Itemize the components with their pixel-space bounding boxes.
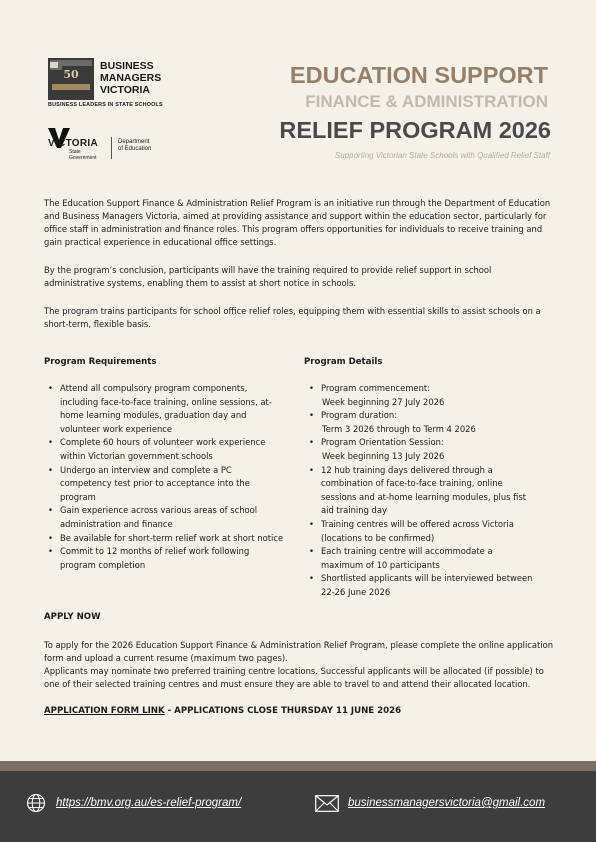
bmv-name-line: BUSINESS: [100, 60, 154, 72]
list-item: • Gain experience across various areas of school administration and finance: [44, 504, 284, 531]
list-item: • Each training centre will accommodate a maximum of 10 participants: [305, 545, 537, 572]
list-item: [305, 436, 537, 463]
bmv-logo: [48, 58, 170, 110]
footer-band: [0, 761, 596, 771]
title-line-2: FINANCE & ADMINISTRATION: [305, 92, 548, 111]
detail-sub: Term 3 2026 through to Term 4 2026: [322, 423, 476, 434]
title-line-3: RELIEF PROGRAM 2026: [279, 117, 551, 143]
apply-paragraph: [44, 639, 554, 691]
application-form-link[interactable]: APPLICATION FORM LINK: [44, 706, 165, 716]
vic-wordmark: VICTORIA: [48, 138, 98, 149]
detail-sub: Week beginning 13 July 2026: [322, 450, 445, 461]
details-list: [305, 382, 537, 600]
bmv-tagline: BUSINESS LEADERS IN STATE SCHOOLS: [48, 102, 163, 108]
close-date-text: - APPLICATIONS CLOSE THURSDAY 11 JUNE 2026: [164, 706, 402, 716]
list-item: • Shortlisted applicants will be interviewed between 22-26 June 2026: [305, 572, 537, 599]
vic-gov-logo: [48, 128, 168, 160]
vic-sub: [69, 150, 97, 161]
vic-sub-line: Government: [69, 154, 97, 161]
bmv-name: [100, 60, 161, 96]
vic-dept-line: of Education: [118, 146, 152, 152]
list-item: • Undergo an interview and complete a PC competency test prior to acceptance into the program: [44, 464, 284, 505]
vic-dept: [118, 139, 151, 153]
bmv-name-line: MANAGERS: [100, 72, 162, 84]
badge-number: 50: [63, 68, 79, 81]
vic-sub-line: State: [69, 149, 81, 155]
title-line-1: EDUCATION SUPPORT: [289, 62, 548, 88]
badge-band: [52, 84, 90, 90]
requirements-list: [44, 382, 284, 572]
list-item: • Commit to 12 months of relief work following program completion: [44, 545, 284, 572]
requirements-heading: Program Requirements: [44, 357, 157, 367]
list-item: • Attend all compulsory program components, including face-to-face training, online sessions, at-home learning modules, graduation day and volunteer work experience: [44, 382, 284, 436]
list-item: • Be available for short-term relief work at short notice: [44, 532, 284, 546]
detail-main: Program duration:: [321, 410, 398, 421]
apply-heading: APPLY NOW: [44, 612, 101, 622]
list-item: • Training centres will be offered across Victoria (locations to be confirmed): [305, 518, 537, 545]
list-item: [305, 409, 537, 436]
detail-main: Program commencement:: [321, 383, 430, 393]
logo-divider: [111, 137, 112, 159]
list-item: • 12 hub training days delivered through a combination of face-to-face training, online sessions and at-home learning modules, plus fist aid training day: [305, 464, 537, 518]
application-link-line: [44, 706, 401, 716]
intro-paragraph-2: By the program’s conclusion, participants will have the training required to provide relief support in school administrative systems, enabling them to assist at short notice in schools.: [44, 265, 492, 288]
intro-paragraph-3: The program trains participants for school office relief roles, equipping them with essential skills to assist schools on a short-term, flexible basis.: [44, 306, 541, 329]
email-link[interactable]: businessmanagersvictoria@gmail.com: [348, 797, 546, 809]
vic-dept-line: Department: [118, 139, 150, 145]
detail-main: Program Orientation Session:: [321, 437, 444, 448]
intro-paragraph-1: The Education Support Finance & Administration Relief Program is an initiative run through the Department of Education and Business Managers Victoria, aimed at providing assistance and support within the education sector, particularly for office staff in administration and finance roles. This program offers opportunities for individuals to receive training and gain practical experience in educational office settings.: [44, 198, 551, 247]
detail-sub: Week beginning 27 July 2026: [322, 396, 445, 407]
website-link[interactable]: https://bmv.org.au/es-relief-program/: [56, 797, 242, 809]
globe-icon: [26, 793, 46, 813]
apply-line: To apply for the 2026 Education Support Finance & Administration Relief Program, please complete the online application form and upload a current resume (maximum two pages).: [44, 640, 554, 663]
apply-line: Applicants may nominate two preferred training centre locations. Successful applicants will be allocated (if possible) to one of their selected training centres and must ensure they are able to travel to and attend their allocated location.: [44, 666, 544, 689]
bmv-name-line: VICTORIA: [100, 84, 150, 96]
details-heading: Program Details: [304, 357, 383, 367]
list-item: • Complete 60 hours of volunteer work experience within Victorian government schools: [44, 436, 284, 463]
list-item: [305, 382, 537, 409]
page-subtitle: Supporting Victorian State Schools with Qualified Relief Staff: [334, 151, 550, 160]
bmv-badge-icon: [48, 58, 94, 100]
mail-icon: [315, 795, 339, 812]
